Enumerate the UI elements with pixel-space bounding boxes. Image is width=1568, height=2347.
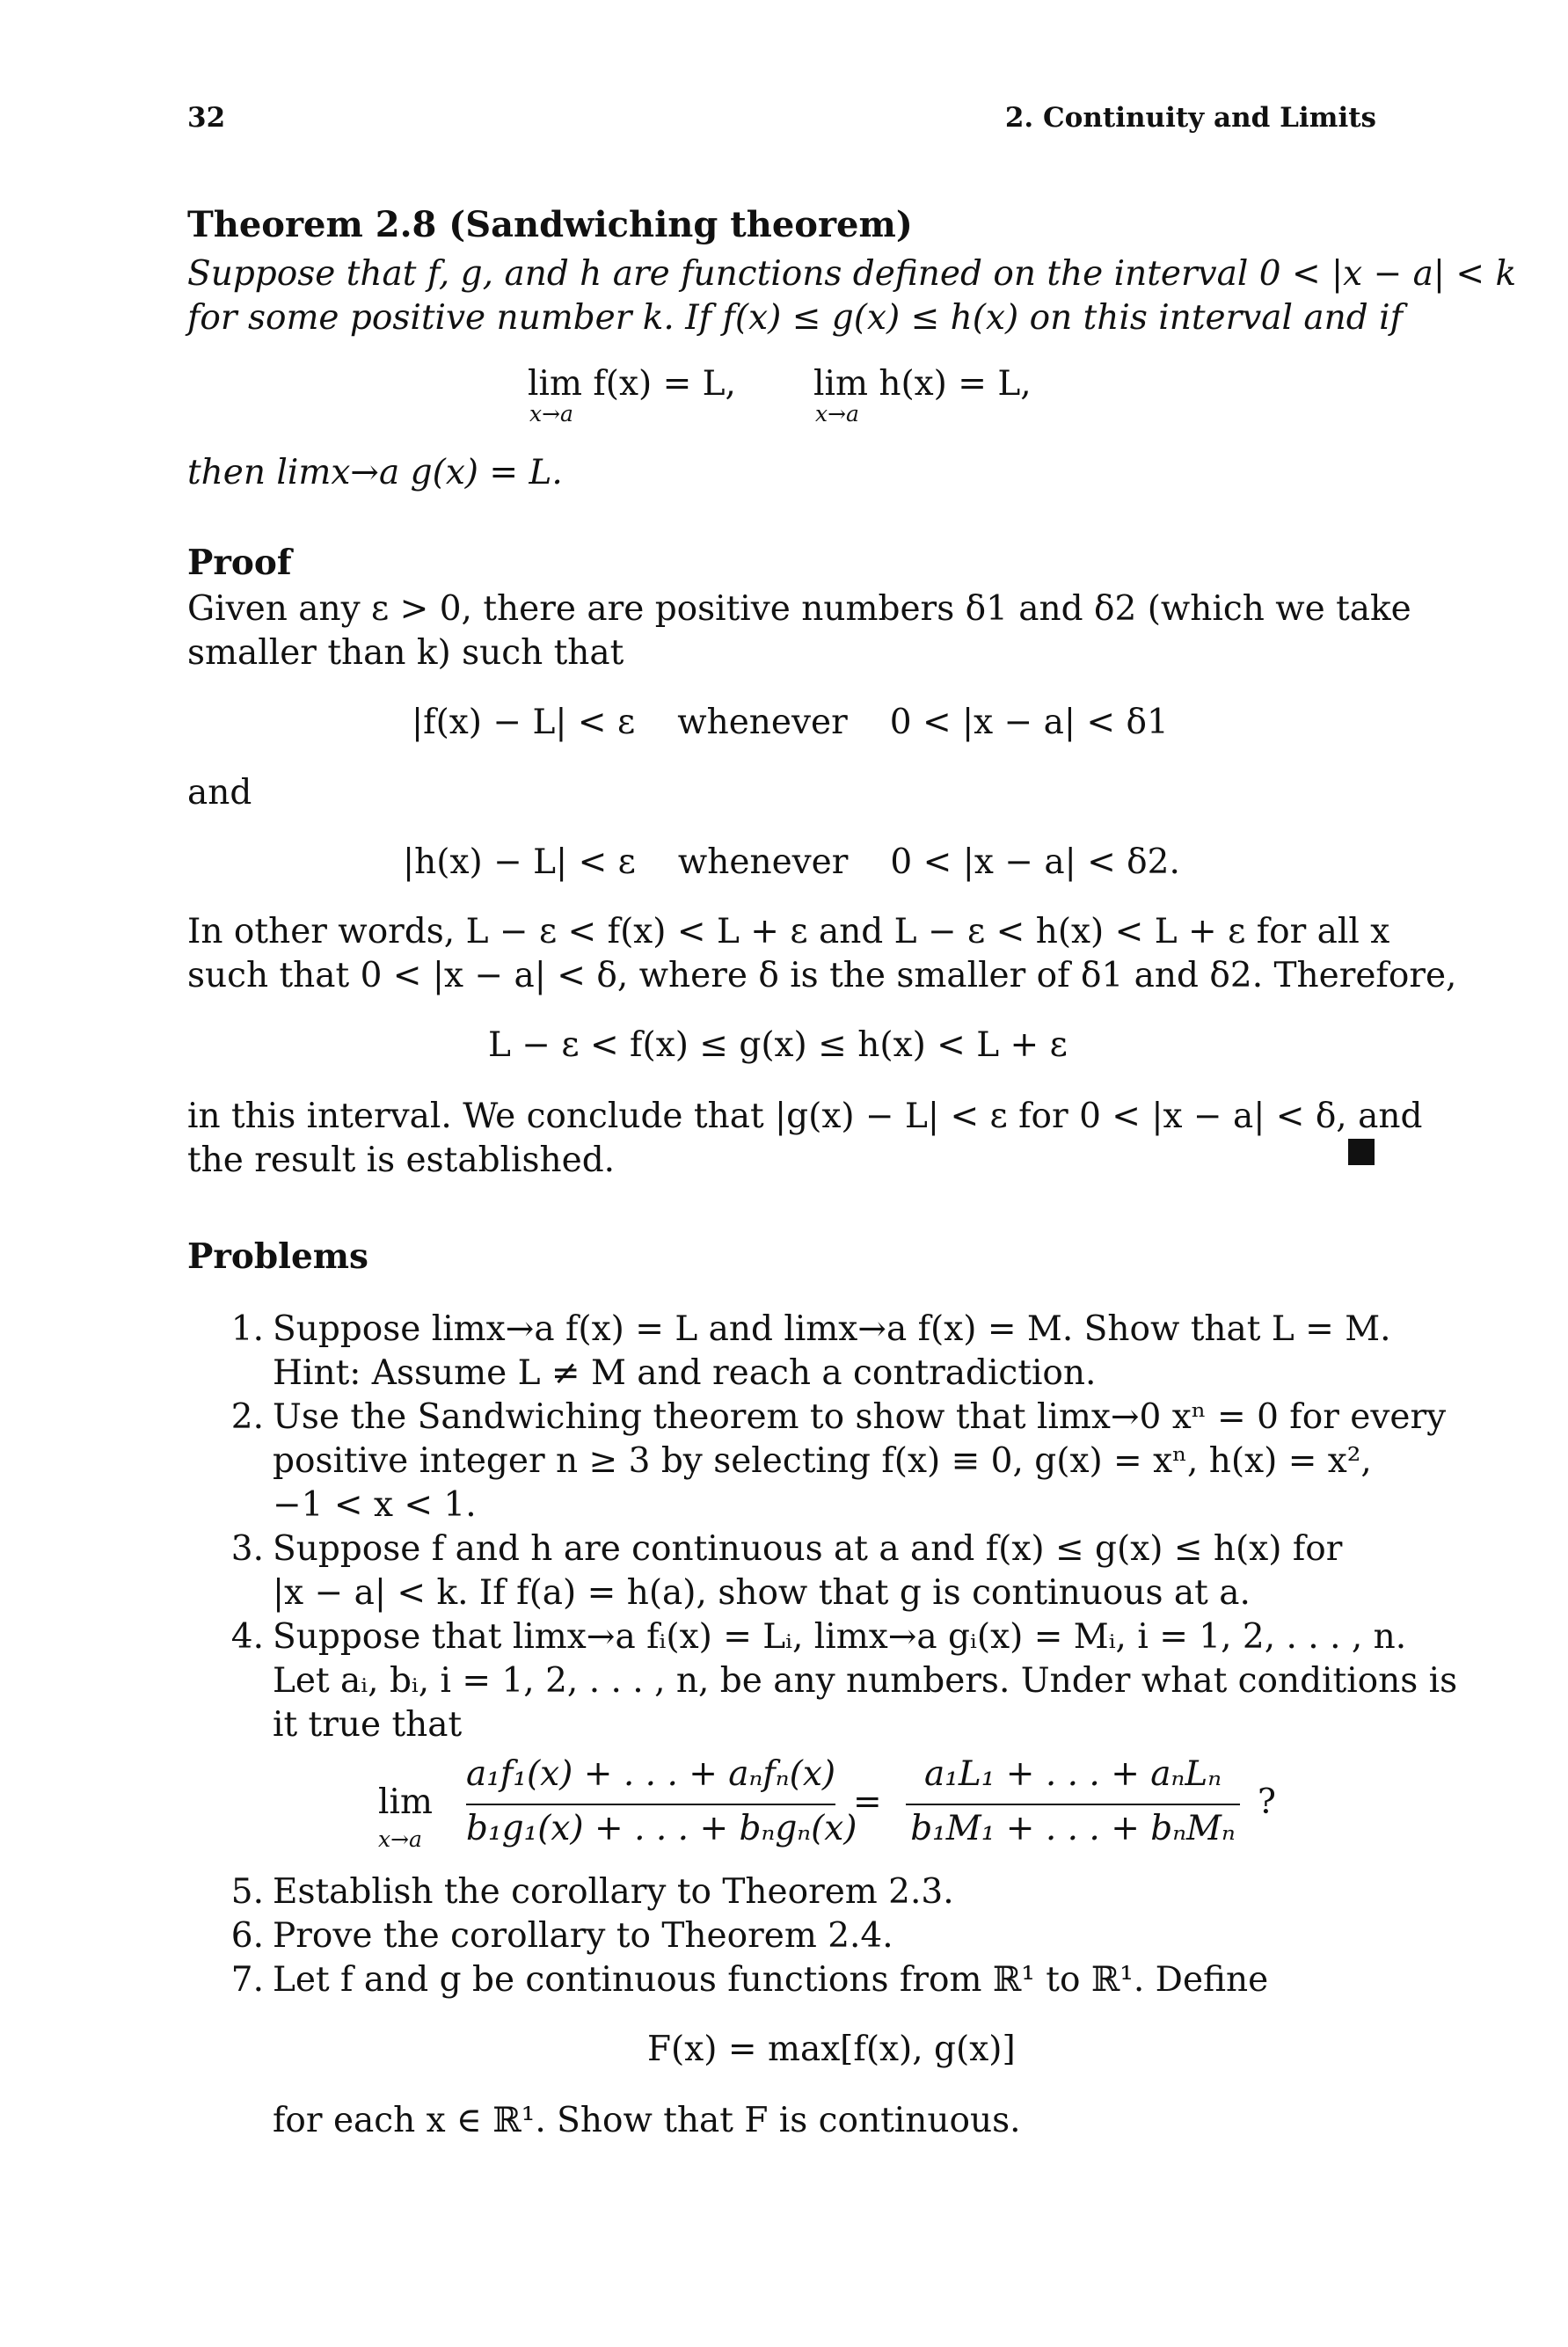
theorem-title: Theorem 2.8 (Sandwiching theorem)	[187, 204, 913, 245]
chapter-title: 2. Continuity and Limits	[1004, 102, 1376, 134]
problem-7-last-line: for each x ∈ ℝ¹. Show that F is continuous.	[273, 2101, 1021, 2140]
proof-chain: L − ε < f(x) ≤ g(x) ≤ h(x) < L + ε	[488, 1025, 1068, 1065]
proof-inequality-1	[412, 701, 1169, 745]
problem-line: it true that	[273, 1705, 463, 1745]
problem-line: Prove the corollary to Theorem 2.4.	[273, 1916, 893, 1956]
lim-f-sub: x→a	[529, 401, 573, 426]
running-header	[187, 102, 1376, 134]
problems-heading: Problems	[187, 1236, 369, 1277]
frac-question-mark: ?	[1258, 1782, 1276, 1822]
problem-number: 4.	[230, 1617, 264, 1657]
frac-numerator-left: a₁f₁(x) + . . . + aₙfₙ(x)	[466, 1754, 836, 1794]
proof-inequality-2	[403, 841, 1180, 885]
proof-line-5: in this interval. We conclude that |g(x) − L| < ε for 0 < |x − a| < δ, and	[187, 1097, 1423, 1136]
frac-lim-sub: x→a	[378, 1826, 422, 1852]
problem-number: 1.	[230, 1309, 264, 1349]
proof-heading: Proof	[187, 543, 292, 583]
problem-number: 2.	[230, 1397, 264, 1437]
proof-line-6: the result is established.	[187, 1141, 616, 1180]
frac-equals: =	[853, 1782, 882, 1822]
problem-line: |x − a| < k. If f(a) = h(a), show that g is continuous at a.	[273, 1573, 1251, 1613]
problem-line: −1 < x < 1.	[273, 1485, 477, 1525]
lim-f: lim f(x) = L,	[528, 364, 736, 404]
and-word: and	[187, 773, 252, 813]
problem-line: Suppose that limx→a fᵢ(x) = Lᵢ, limx→a gᵢ(x) = Mᵢ, i = 1, 2, . . . , n.	[273, 1617, 1407, 1657]
proof-line-3: In other words, L − ε < f(x) < L + ε and L − ε < h(x) < L + ε for all x	[187, 912, 1390, 951]
problem-line: Let aᵢ, bᵢ, i = 1, 2, . . . , n, be any numbers. Under what conditions is	[273, 1661, 1458, 1701]
ineq2-mid: whenever	[677, 842, 849, 882]
proof-line-2: smaller than k) such that	[187, 633, 624, 673]
problem-line: Use the Sandwiching theorem to show that limx→0 xⁿ = 0 for every	[273, 1397, 1447, 1437]
theorem-limits	[528, 362, 1143, 433]
problem-number: 3.	[230, 1529, 264, 1569]
problem-number: 5.	[230, 1872, 264, 1912]
frac-lim: lim	[378, 1782, 433, 1822]
theorem-conclusion: then limx→a g(x) = L.	[187, 453, 563, 492]
problem-line: Hint: Assume L ≠ M and reach a contradiction.	[273, 1353, 1097, 1393]
problem-line: positive integer n ≥ 3 by selecting f(x) ≡ 0, g(x) = xⁿ, h(x) = x²,	[273, 1441, 1372, 1481]
problem-number: 6.	[230, 1916, 264, 1956]
fraction-bar-left	[466, 1804, 835, 1805]
problem-line: Let f and g be continuous functions from ℝ¹ to ℝ¹. Define	[273, 1960, 1269, 2000]
problem-line: Suppose f and h are continuous at a and f(x) ≤ g(x) ≤ h(x) for	[273, 1529, 1343, 1569]
theorem-line-1: Suppose that f, g, and h are functions defined on the interval 0 < |x − a| < k	[187, 254, 1517, 294]
proof-line-4: such that 0 < |x − a| < δ, where δ is the smaller of δ1 and δ2. Therefore,	[187, 956, 1457, 995]
fraction-bar-right	[906, 1804, 1240, 1805]
problem-number: 7.	[230, 1960, 264, 2000]
frac-denominator-right: b₁M₁ + . . . + bₙMₙ	[910, 1809, 1236, 1848]
ineq1-left: |f(x) − L| < ε	[412, 703, 636, 742]
theorem-line-2: for some positive number k. If f(x) ≤ g(x) ≤ h(x) on this interval and if	[187, 298, 1404, 338]
ineq2-left: |h(x) − L| < ε	[403, 842, 636, 882]
ineq2-right: 0 < |x − a| < δ2.	[890, 842, 1180, 882]
lim-h: lim h(x) = L,	[813, 364, 1032, 404]
page-number: 32	[187, 102, 226, 134]
problem-4-fraction	[378, 1754, 1302, 1860]
qed-icon	[1348, 1139, 1375, 1165]
problem-line: Suppose limx→a f(x) = L and limx→a f(x) = M. Show that L = M.	[273, 1309, 1391, 1349]
frac-denominator-left: b₁g₁(x) + . . . + bₙgₙ(x)	[466, 1809, 857, 1848]
ineq1-mid: whenever	[677, 703, 848, 742]
lim-h-sub: x→a	[815, 401, 859, 426]
frac-numerator-right: a₁L₁ + . . . + aₙLₙ	[923, 1754, 1222, 1794]
proof-line-1: Given any ε > 0, there are positive numbers δ1 and δ2 (which we take	[187, 589, 1411, 629]
ineq1-right: 0 < |x − a| < δ1	[889, 703, 1169, 742]
max-definition: F(x) = max[f(x), g(x)]	[647, 2030, 1016, 2069]
problem-line: Establish the corollary to Theorem 2.3.	[273, 1872, 954, 1912]
